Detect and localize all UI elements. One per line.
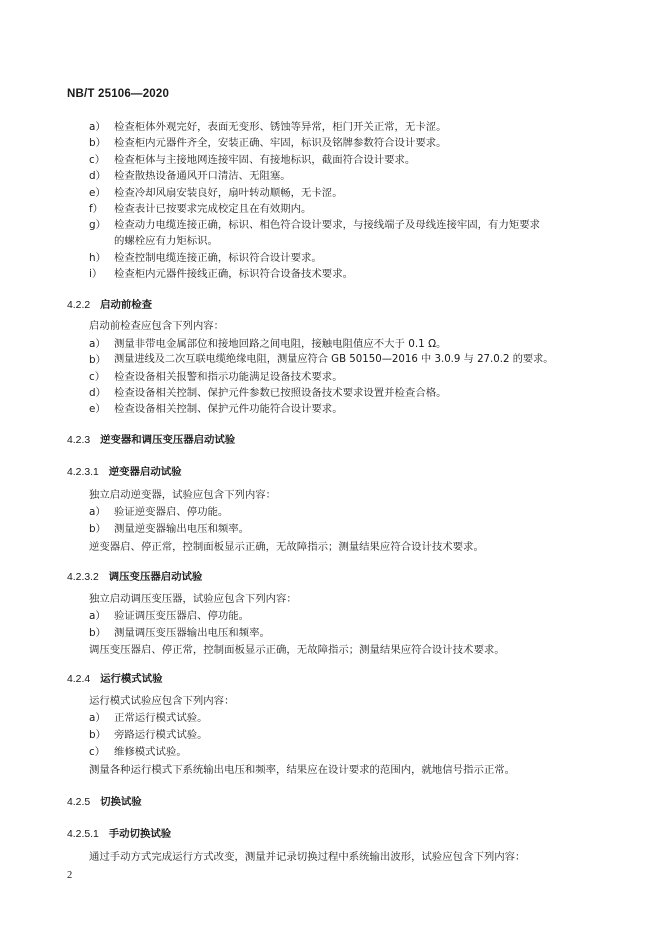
section-intro: 运行模式试验应包含下列内容：	[89, 695, 235, 707]
document-page: NB/T 25106—2020 a） 检查柜体外观完好，表面无变形、锈蚀等异常，柜门开关正常，无卡涩。 b） 检查柜内元器件齐全，安装正确、牢固，标识及铭牌参数符合设计要求。 c） 检查柜体与主接地网连接牢固、有接地标识，截面符合设计要求。 d） 检查散热设备通风开口清洁、无阻塞。 e） 检查冷却风扇安装良好，扇叶转动顺畅，无卡涩。 f） 检查表计已按要求完成校定且在有效期内。 g） 检查动力电缆连接正确，标识、相色符合设计要求，与接线端子及母线连接牢固，有力矩要求 的螺栓应有力矩标识。 h） 检查控制电缆连接正确，标识符合设计要求。 i） 检查柜内元器件接线正确，标识符合设备技术要求。 4.2.2 启动前检查 启动前检查应包含下列内容： a） 测量非带电金属部位和接地回路之间电阻，接触电阻值应不大于 0.1 Ω。 b） 测量进线及二次互联电缆绝缘电阻，测量应符合 GB 50150—2016 中 3.0.9 与 27.0.2 的要求。 c） 检查设备相关报警和指示功能满足设备技术要求。 d） 检查设备相关控制、保护元件参数已按照设备技术要求设置并检查合格。 e） 检查设备相关控制、保护元件功能符合设计要求。 4.2.3 逆变器和调压变压器启动试验 4.2.3.1 逆变器启动试验 独立启动逆变器，试验应包含下列内容： a） 验证逆变器启、停功能。 b） 测量逆变器输出电压和频率。 逆变器启、停正常，控制面板显示正确，无故障指示；测量结果应符合设计技术要求。 4.2.3.2 调压变压器启动试验 独立启动调压变压器，试验应包含下列内容： a） 验证调压变压器启、停功能。 b） 测量调压变压器输出电压和频率。 调压变压器启、停正常，控制面板显示正确，无故障指示；测量结果应符合设计技术要求。 4.2.4 运行模式试验 运行模式试验应包含下列内容： a） 正常运行模式试验。 b） 旁路运行模式试验。 c） 维修模式试验。 测量各种运行模式下系统输出电压和频率，结果应在设计要求的范围内，就地信号指示正常。 4.2.5 切换试验 4.2.5.1 手动切换试验 通过手动方式完成运行方式改变，测量并记录切换过程中系统输出波形，试验应包含下列内容： 2	[67, 88, 554, 881]
section-intro: 独立启动调压变压器，试验应包含下列内容：	[89, 593, 297, 605]
standard-number: NB/T 25106—2020	[67, 88, 170, 100]
section-intro: 独立启动逆变器，试验应包含下列内容：	[89, 489, 277, 501]
section-heading-4-2-5-1: 4.2.5.1 手动切换试验	[67, 828, 172, 840]
section-heading-4-2-3: 4.2.3 逆变器和调压变压器启动试验	[67, 434, 236, 446]
section-heading-4-2-4: 4.2.4 运行模式试验	[67, 673, 163, 685]
section-conclusion: 逆变器启、停正常，控制面板显示正确，无故障指示；测量结果应符合设计技术要求。	[89, 541, 484, 553]
list-marker-a: a）	[89, 121, 106, 133]
section-heading-4-2-3-2: 4.2.3.2 调压变压器启动试验	[67, 571, 203, 583]
section-heading-4-2-2: 4.2.2 启动前检查	[67, 299, 153, 311]
page-number: 2	[67, 870, 73, 881]
section-conclusion: 调压变压器启、停正常，控制面板显示正确，无故障指示；测量结果应符合设计技术要求。	[89, 644, 505, 656]
section-intro: 启动前检查应包含下列内容：	[89, 320, 225, 332]
section-heading-4-2-3-1: 4.2.3.1 逆变器启动试验	[67, 466, 182, 478]
section-intro: 通过手动方式完成运行方式改变，测量并记录切换过程中系统输出波形，试验应包含下列内容：	[89, 851, 526, 863]
section-heading-4-2-5: 4.2.5 切换试验	[67, 796, 142, 808]
section-conclusion: 测量各种运行模式下系统输出电压和频率，结果应在设计要求的范围内，就地信号指示正常。	[89, 764, 516, 776]
